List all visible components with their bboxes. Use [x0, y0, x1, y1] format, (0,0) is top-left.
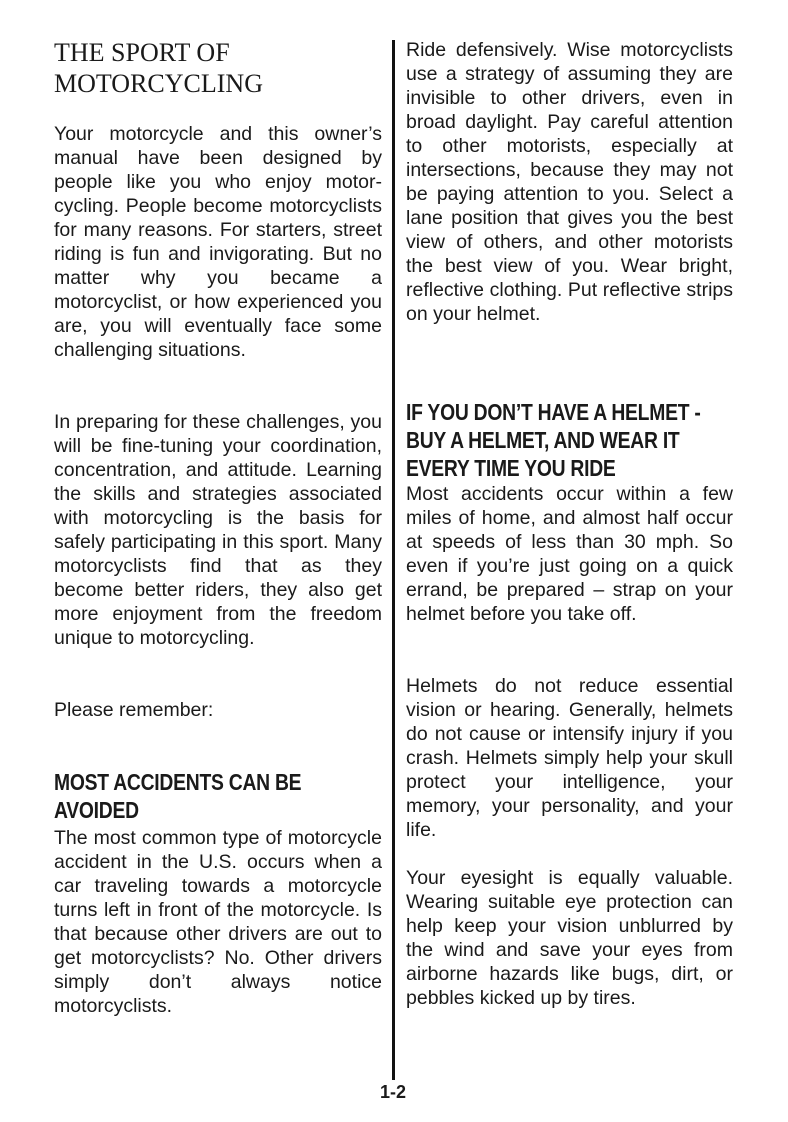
intro-paragraph: Your motorcycle and this owner’s manual have been designed by people like you who enjoy motorcycling. People become motorcyclists for many reasons. For starters, street riding is fun and invigorating. But no matter why you became a motorcyclist, or how experienced you are, you will eventually face some challenging situations. [54, 123, 382, 361]
please-remember-text: Please remember: [54, 699, 214, 721]
accidents-heading-line-2: AVOIDED [54, 797, 139, 823]
ride-defensively-paragraph: Ride defensively. Wise motorcyclists use a strategy of assuming they are invisible to other drivers, even in broad daylight. Pay careful attention to other motorists, especially at intersections, because they may not be paying attention to you. Select a lane position that gives you the best view of others, and other motorists the best view of you. Wear bright, reflective clothing. Put reflective strips on your helmet. [406, 39, 733, 325]
helmet-heading [406, 398, 736, 482]
page-title-line-2: MOTORCYCLING [54, 69, 263, 98]
eyesight-paragraph: Your eyesight is equally valuable. Wearing suitable eye protection can help keep your vision unblurred by the wind and save your eyes from airborne hazards like bugs, dirt, or pebbles kicked up by tires. [406, 867, 733, 1009]
column-divider [392, 40, 395, 1080]
challenges-paragraph: In preparing for these challenges, you will be fine-tuning your coordination, concentration, and attitude. Learning the skills and strategies associated with motorcycling is the basis for safely participating in this sport. Many motorcyclists find that as they become better riders, they also get more enjoyment from the freedom unique to motorcycling. [54, 411, 382, 649]
accidents-heading [54, 768, 384, 824]
accidents-paragraph: The most common type of motorcycle accident in the U.S. occurs when a car traveling towards a motorcycle turns left in front of the motorcycle. Is that because other drivers are out to get motorcyclists? No. Other drivers simply don’t always notice motorcyclists. [54, 827, 382, 1017]
accidents-near-home-paragraph: Most accidents occur within a few miles of home, and almost half occur at speeds of less than 30 mph. So even if you’re just going on a quick errand, be prepared – strap on your helmet before you take off. [406, 483, 733, 625]
accidents-heading-line-1: MOST ACCIDENTS CAN BE [54, 769, 302, 795]
helmet-heading-line-2: BUY A HELMET, AND WEAR IT [406, 427, 680, 453]
helmet-heading-line-1: IF YOU DON’T HAVE A HELMET - [406, 399, 701, 425]
helmets-vision-paragraph: Helmets do not reduce essential vision or hearing. Generally, helmets do not cause or intensify injury if you crash. Helmets simply help your skull protect your intelligence, your memory, your personality, and your life. [406, 675, 733, 841]
page-number: 1-2 [380, 1082, 407, 1102]
helmet-heading-line-3: EVERY TIME YOU RIDE [406, 455, 616, 481]
page-title-line-1: THE SPORT OF [54, 38, 230, 67]
page-title [54, 37, 384, 99]
